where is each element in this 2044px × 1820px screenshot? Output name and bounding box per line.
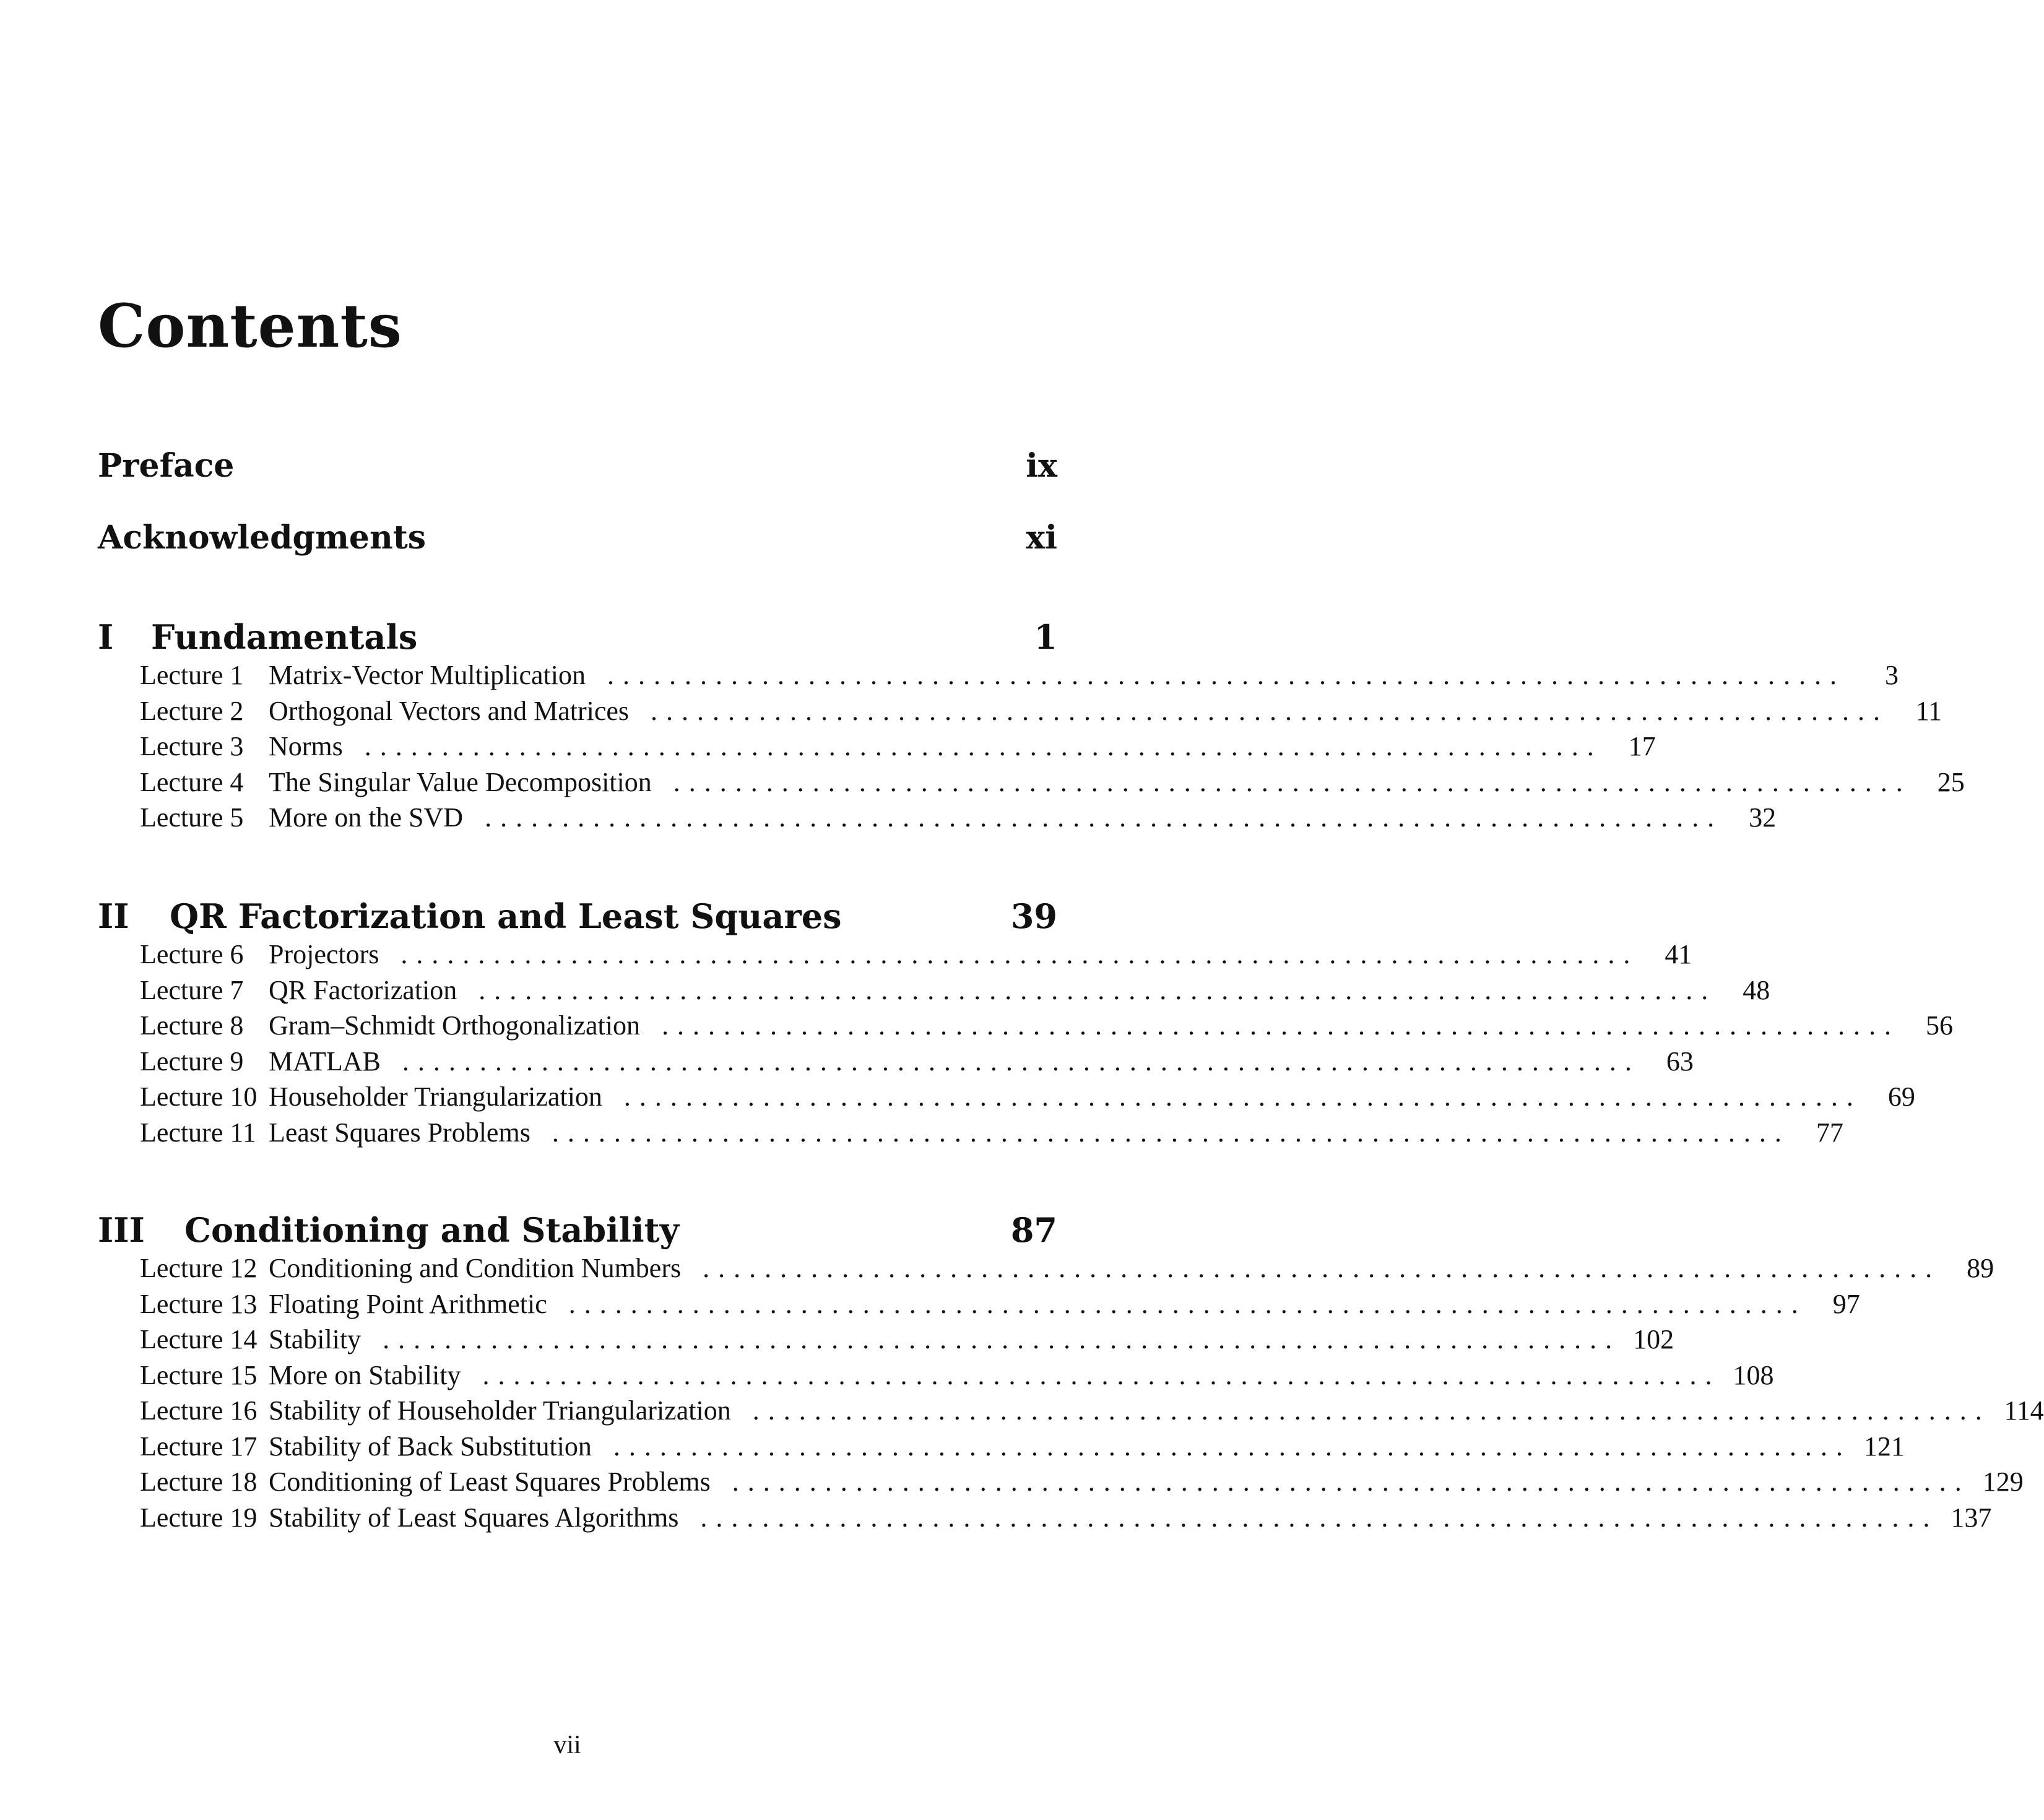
dot-leader: ................................................................................ [467, 1359, 1721, 1390]
dot-leader: ................................................................................ [716, 1467, 1970, 1497]
part-number: III [98, 1210, 145, 1250]
lecture-page: 17 [1628, 731, 1656, 761]
lecture-title: Orthogonal Vectors and Matrices [269, 695, 630, 726]
dot-leader: ................................................................................ [386, 1046, 1640, 1077]
lecture-page: 97 [1832, 1288, 1860, 1319]
dot-leader: ................................................................................ [463, 974, 1717, 1005]
lecture-title: More on the SVD [269, 802, 464, 833]
lecture-page: 48 [1743, 974, 1770, 1005]
lecture-title: Conditioning of Least Squares Problems [269, 1467, 711, 1497]
dot-leader: ................................................................................ [737, 1395, 1991, 1426]
dot-leader: ................................................................................ [385, 939, 1639, 969]
lecture-title: Matrix-Vector Multiplication [269, 660, 586, 690]
lecture-entry[interactable] [98, 766, 1965, 802]
lecture-title: The Singular Value Decomposition [269, 766, 652, 797]
lecture-title: Stability of Least Squares Algorithms [269, 1502, 679, 1533]
front-matter-page: xi [1026, 519, 1057, 557]
lecture-entry[interactable] [98, 1395, 2044, 1431]
lecture-title: MATLAB [269, 1046, 381, 1077]
lecture-title: More on Stability [269, 1359, 461, 1390]
toc-entry-acknowledgments[interactable] [98, 519, 1057, 557]
page-number: vii [553, 1731, 581, 1759]
part-page: 39 [1010, 896, 1057, 936]
toc-part-3 [98, 1210, 2044, 1537]
lecture-number: Lecture 2 [140, 695, 244, 726]
lecture-number: Lecture 19 [140, 1502, 258, 1533]
lecture-title: Stability [269, 1324, 362, 1354]
lecture-page: 11 [1915, 695, 1942, 726]
lecture-entry[interactable] [98, 1324, 1674, 1359]
dot-leader: ................................................................................ [592, 660, 1845, 690]
lecture-page: 121 [1863, 1431, 1905, 1462]
dot-leader: ................................................................................ [469, 802, 1723, 833]
toc-entry-preface[interactable] [98, 447, 1057, 485]
lecture-number: Lecture 14 [140, 1324, 258, 1354]
page-title: Contents [98, 291, 402, 361]
lecture-number: Lecture 6 [140, 939, 244, 969]
lecture-entry[interactable] [98, 1502, 1992, 1538]
dot-leader: ................................................................................ [597, 1431, 1851, 1462]
part-heading[interactable] [98, 617, 1057, 659]
lecture-title: Conditioning and Condition Numbers [269, 1253, 682, 1283]
dot-leader: ................................................................................ [635, 695, 1889, 726]
lecture-title: Stability of Back Substitution [269, 1431, 592, 1462]
lecture-entry[interactable] [98, 1359, 1774, 1395]
lecture-page: 69 [1887, 1081, 1915, 1112]
lecture-entry[interactable] [98, 1046, 1694, 1081]
part-heading[interactable] [98, 896, 1057, 938]
lecture-title: Least Squares Problems [269, 1117, 530, 1148]
lecture-number: Lecture 17 [140, 1431, 258, 1462]
part-page: 87 [1010, 1210, 1057, 1250]
lecture-page: 77 [1816, 1117, 1843, 1148]
lecture-page: 114 [2004, 1395, 2044, 1426]
lecture-number: Lecture 12 [140, 1253, 258, 1283]
front-matter-title: Preface [98, 447, 235, 485]
dot-leader: ................................................................................ [553, 1288, 1807, 1319]
lecture-page: 137 [1951, 1502, 1992, 1533]
lecture-entry[interactable] [98, 1288, 1860, 1324]
lecture-number: Lecture 5 [140, 802, 244, 833]
lecture-entry[interactable] [98, 695, 1942, 731]
lecture-number: Lecture 11 [140, 1117, 256, 1148]
lecture-number: Lecture 7 [140, 974, 244, 1005]
lecture-entry[interactable] [98, 730, 1656, 766]
dot-leader: ................................................................................ [367, 1324, 1621, 1354]
lecture-page: 63 [1666, 1046, 1694, 1077]
lecture-title: Floating Point Arithmetic [269, 1288, 547, 1319]
toc-part-1 [98, 617, 1965, 838]
lecture-entry[interactable] [98, 938, 1692, 974]
front-matter-page: ix [1026, 447, 1057, 485]
lecture-entry[interactable] [98, 1252, 1994, 1288]
lecture-page: 32 [1749, 802, 1777, 833]
lecture-page: 3 [1885, 660, 1899, 690]
lecture-page: 108 [1733, 1359, 1774, 1390]
dot-leader: ................................................................................ [608, 1081, 1862, 1112]
lecture-entry[interactable] [98, 1466, 2024, 1502]
part-heading[interactable] [98, 1210, 1057, 1252]
toc-part-2 [98, 896, 1953, 1152]
lecture-title: Householder Triangularization [269, 1081, 602, 1112]
lecture-title: Norms [269, 731, 343, 761]
front-matter-title: Acknowledgments [98, 519, 427, 557]
lecture-entry[interactable] [98, 1431, 1905, 1467]
lecture-number: Lecture 16 [140, 1395, 258, 1426]
lecture-number: Lecture 4 [140, 766, 244, 797]
lecture-number: Lecture 3 [140, 731, 244, 761]
lecture-title: QR Factorization [269, 974, 457, 1005]
lecture-page: 129 [1982, 1467, 2024, 1497]
dot-leader: ................................................................................ [687, 1253, 1941, 1283]
lecture-title: Stability of Householder Triangularization [269, 1395, 731, 1426]
lecture-entry[interactable] [98, 1081, 1915, 1117]
lecture-entry[interactable] [98, 1117, 1843, 1153]
part-title: Conditioning and Stability [184, 1210, 679, 1250]
lecture-number: Lecture 9 [140, 1046, 244, 1077]
lecture-number: Lecture 10 [140, 1081, 258, 1112]
part-title: QR Factorization and Least Squares [170, 896, 842, 936]
lecture-page: 56 [1926, 1010, 1953, 1041]
lecture-number: Lecture 13 [140, 1288, 258, 1319]
lecture-title: Gram–Schmidt Orthogonalization [269, 1010, 640, 1041]
dot-leader: ................................................................................ [646, 1010, 1900, 1041]
lecture-title: Projectors [269, 939, 379, 969]
dot-leader: ................................................................................ [657, 766, 1912, 797]
lecture-entry[interactable] [98, 974, 1770, 1010]
lecture-entry[interactable] [98, 1010, 1953, 1046]
lecture-page: 102 [1633, 1324, 1674, 1354]
lecture-number: Lecture 15 [140, 1359, 258, 1390]
lecture-page: 41 [1665, 939, 1692, 969]
lecture-entry[interactable] [98, 802, 1777, 838]
part-number: I [98, 617, 114, 657]
lecture-page: 89 [1967, 1253, 1994, 1283]
part-page: 1 [1034, 617, 1057, 657]
lecture-page: 25 [1937, 766, 1965, 797]
part-title: Fundamentals [151, 617, 418, 657]
part-number: II [98, 896, 129, 936]
lecture-number: Lecture 18 [140, 1467, 258, 1497]
dot-leader: ................................................................................ [349, 731, 1603, 761]
dot-leader: ................................................................................ [536, 1117, 1790, 1148]
lecture-entry[interactable] [98, 659, 1899, 695]
dot-leader: ................................................................................ [685, 1502, 1939, 1533]
lecture-number: Lecture 1 [140, 660, 244, 690]
lecture-number: Lecture 8 [140, 1010, 244, 1041]
